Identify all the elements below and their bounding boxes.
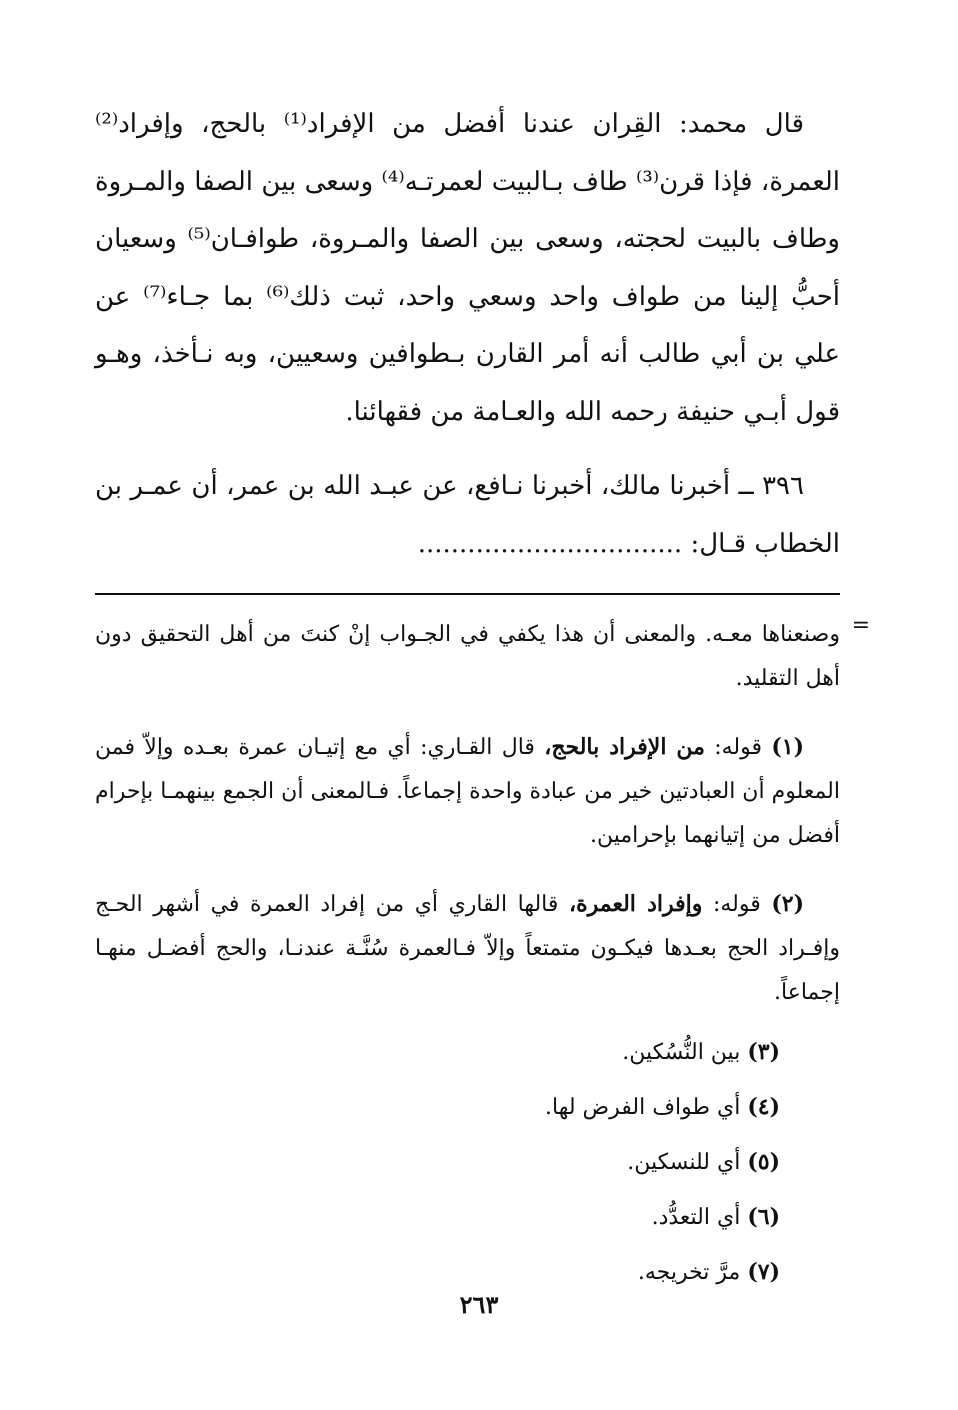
main-text xyxy=(95,96,840,573)
narration-text: ٣٩٦ ــ أخبرنا مالك، أخبرنا نـافع، عن عبـد الله بن عمر، أن عمـر بن الخطاب قـال: xyxy=(95,471,840,559)
footnote-label: قوله: xyxy=(714,735,763,760)
main-paragraph-text: قال محمد: القِران عندنا أفضل من الإفراد⁽¹⁾ بالحج، وإفراد⁽²⁾ العمرة، فإذا قرن⁽³⁾ طاف بـالبيت لعمرتـه⁽⁴⁾ وسعى بين الصفا والمـروة وطاف بالبيت لحجته، وسعى بين الصفا والمـروة، طوافـان⁽⁵⁾ وسعيان أحبُّ إلينا من طواف واحد وسعي واحد، ثبت ذلك⁽⁶⁾ بما جـاء⁽⁷⁾ عن علي بن أبي طالب أنه أمر القارن بـطوافين وسعيين، وبه نـأخذ، وهـو قول أبـي حنيفة رحمه الله والعـامة من فقهائنا. xyxy=(95,109,841,427)
footnote-term: وإفراد العمرة، xyxy=(568,891,703,917)
continuation-mark: = xyxy=(851,613,870,638)
footnote-6 xyxy=(95,1190,840,1245)
footnotes xyxy=(95,613,870,1300)
footnote-number: (٦) xyxy=(747,1204,780,1230)
footnote-divider xyxy=(95,593,840,595)
footnote-text: أي طواف الفرض لها. xyxy=(545,1095,741,1120)
footnote-number: (٣) xyxy=(747,1039,780,1065)
footnote-4 xyxy=(95,1080,840,1135)
footnote-number: (٥) xyxy=(747,1149,780,1175)
footnote-text: قال القـاري: أي مع إتيـان عمرة بعـده وإلاّ فمن المعلوم أن العبادتين خير من عبادة واحدة إجماعاً. فـالمعنى أن الجمع بينهمـا بإحرام أفضل من إتيانهما بإحرامين. xyxy=(95,735,840,848)
footnote-1 xyxy=(95,725,840,858)
footnote-text: قالها القاري أي من إفراد العمرة في أشهر الحـج وإفـراد الحج بعـدها فيكـون متمتعاً وإلاّ فـالعمرة سُنَّـة عندنـا، والحج أفضـل منهـا إجماعاً. xyxy=(95,892,840,1005)
footnote-2 xyxy=(95,882,840,1015)
footnote-number: (١) xyxy=(771,734,804,760)
footnote-label: قوله: xyxy=(712,892,761,917)
footnote-5 xyxy=(95,1135,840,1190)
short-footnotes xyxy=(95,1025,840,1300)
continuation-text: وصنعناها معـه. والمعنى أن هذا يكفي في الجـواب إنْ كنتَ من أهل التحقيق دون أهل التقليد. xyxy=(95,622,840,691)
narration-dots: ................................ xyxy=(417,528,683,559)
narration-paragraph xyxy=(95,458,840,573)
footnote-term: من الإفراد بالحج، xyxy=(544,734,705,760)
footnote-text: بين النُّسُكين. xyxy=(622,1040,741,1065)
footnote-text: مرَّ تخريجه. xyxy=(637,1260,741,1285)
footnote-number: (٢) xyxy=(771,891,804,917)
footnote-number: (٤) xyxy=(747,1094,780,1120)
footnote-3 xyxy=(95,1025,840,1080)
main-paragraph xyxy=(95,96,840,441)
footnote-text: أي للنسكين. xyxy=(627,1150,741,1175)
footnote-continuation xyxy=(95,613,870,701)
footnote-text: أي التعدُّد. xyxy=(651,1205,741,1230)
page-body xyxy=(95,96,870,1300)
footnote-number: (٧) xyxy=(747,1259,780,1285)
page-number: ٢٦٣ xyxy=(459,1290,499,1319)
